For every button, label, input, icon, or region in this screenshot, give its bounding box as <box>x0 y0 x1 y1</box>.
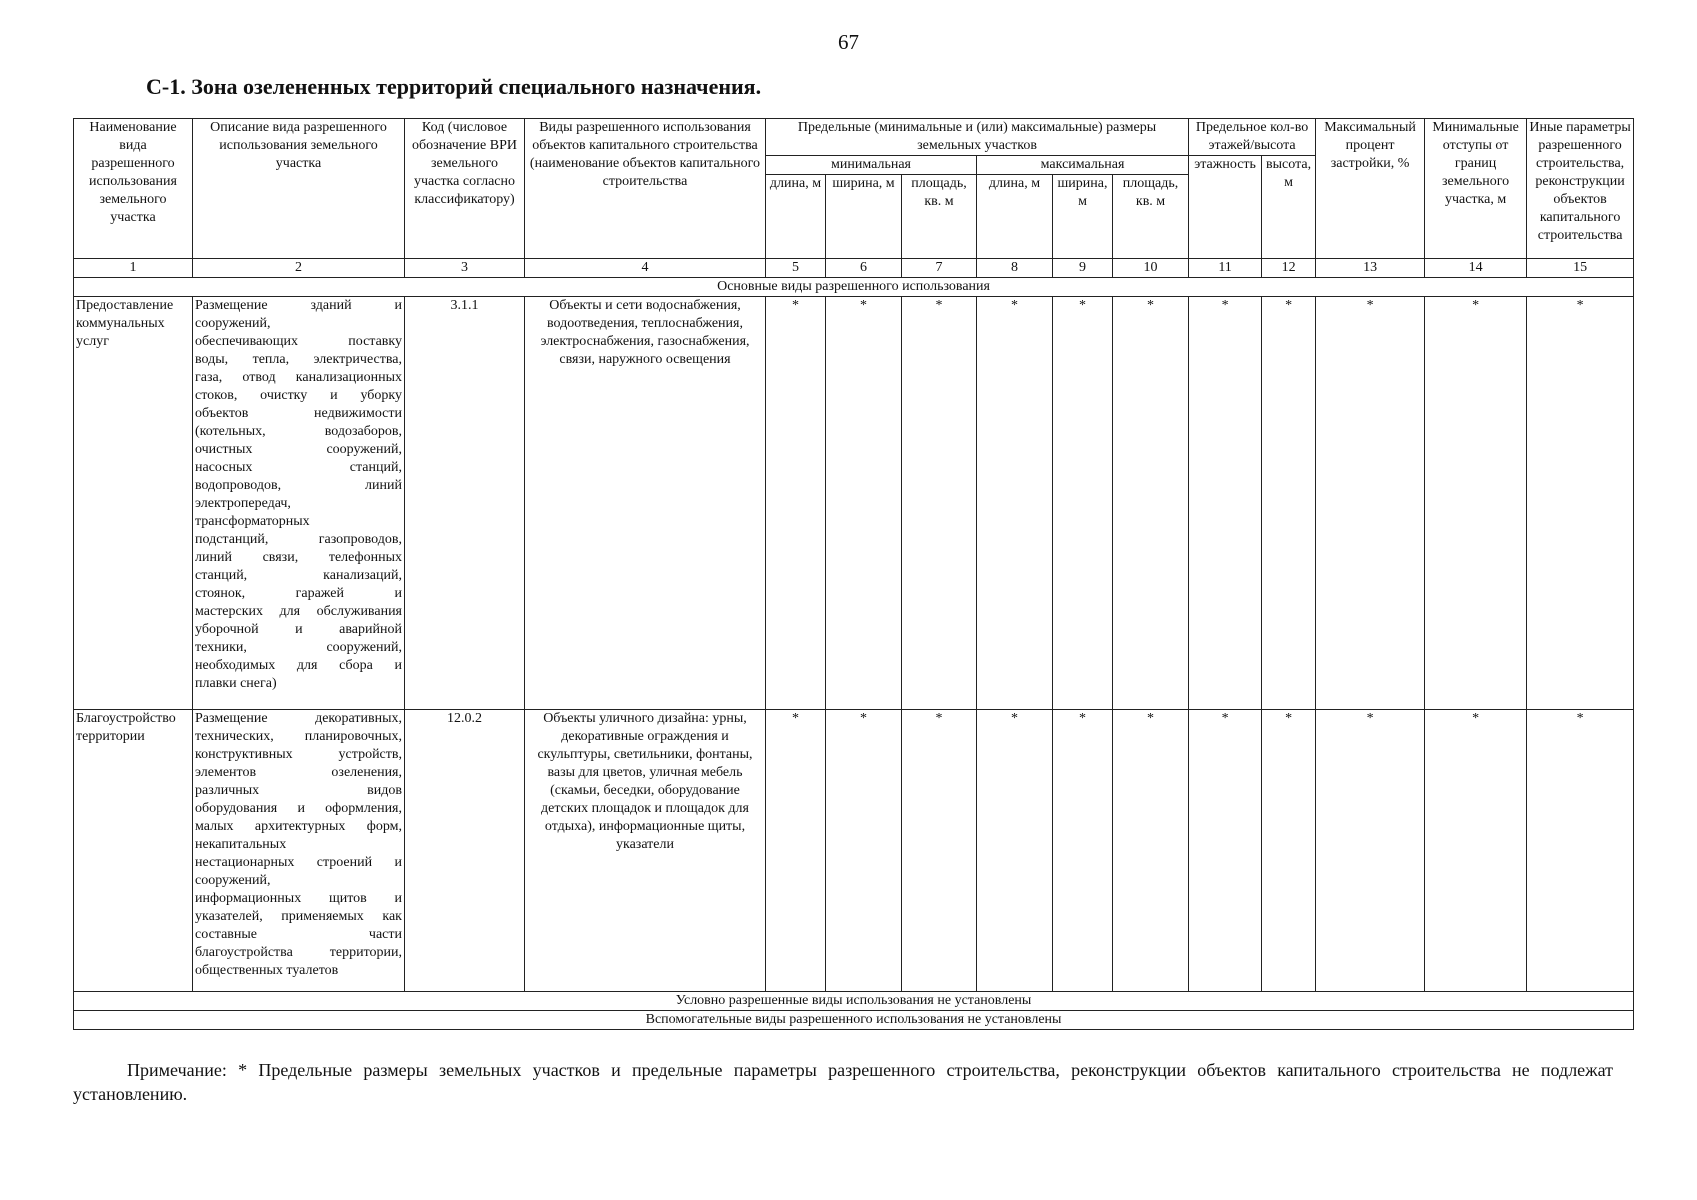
description-line: (котельных, водозаборов, <box>195 424 402 439</box>
param-cell: * <box>1113 710 1189 992</box>
description-line: водопроводов, линий <box>195 478 402 493</box>
table-row <box>74 710 1634 992</box>
column-number: 14 <box>1425 259 1527 278</box>
header-floors: этажность <box>1189 156 1262 259</box>
description-line: элементов озеленения, <box>195 765 402 780</box>
header-height: высота, м <box>1262 156 1316 259</box>
description-line: малых архитектурных форм, <box>195 819 402 834</box>
param-cell: * <box>1262 297 1316 710</box>
description-line: обеспечивающих поставку <box>195 334 402 349</box>
header-row-1 <box>74 119 1634 156</box>
param-cell: * <box>766 297 826 710</box>
description-line: мастерских для обслуживания <box>195 604 402 619</box>
param-cell: * <box>1527 710 1634 992</box>
description-line: оборудования и оформления, <box>195 801 402 816</box>
section-auxiliary-text: Вспомогательные виды разрешенного использования не установлены <box>74 1011 1634 1030</box>
header-length-min: длина, м <box>766 175 826 259</box>
use-code-cell: 12.0.2 <box>405 710 525 992</box>
use-name-cell: Благоустройство территории <box>74 710 193 992</box>
description-line: информационных щитов и <box>195 891 402 906</box>
description-line: Размещение зданий и <box>195 298 402 313</box>
description-line: насосных станций, <box>195 460 402 475</box>
section-main-heading: Основные виды разрешенного использования <box>74 278 1634 297</box>
header-width-min: ширина, м <box>826 175 902 259</box>
use-description-cell <box>193 710 405 992</box>
param-cell: * <box>1425 297 1527 710</box>
param-cell: * <box>1053 710 1113 992</box>
column-number: 10 <box>1113 259 1189 278</box>
header-area-min: площадь, кв. м <box>902 175 977 259</box>
column-number: 1 <box>74 259 193 278</box>
description-line: плавки снега) <box>195 676 277 691</box>
description-line: различных видов <box>195 783 402 798</box>
param-cell: * <box>977 710 1053 992</box>
description-line: трансформаторных <box>195 514 310 529</box>
param-cell: * <box>1316 710 1425 992</box>
description-line: технических, планировочных, <box>195 729 402 744</box>
header-maximum: максимальная <box>977 156 1189 175</box>
column-number: 11 <box>1189 259 1262 278</box>
section-auxiliary-row <box>74 1011 1634 1030</box>
header-plot-sizes: Предельные (минимальные и (или) максимальные) размеры земельных участков <box>766 119 1189 156</box>
header-capital-objects: Виды разрешенного использования объектов капитального строительства (наименование объектов капитального строительства <box>525 119 766 259</box>
column-number-row <box>74 259 1634 278</box>
param-cell: * <box>1053 297 1113 710</box>
header-minimum: минимальная <box>766 156 977 175</box>
column-number: 15 <box>1527 259 1634 278</box>
column-number: 12 <box>1262 259 1316 278</box>
section-main-row <box>74 278 1634 297</box>
column-number: 13 <box>1316 259 1425 278</box>
param-cell: * <box>826 297 902 710</box>
param-cell: * <box>1189 297 1262 710</box>
column-number: 5 <box>766 259 826 278</box>
description-line: стоянок, гаражей и <box>195 586 402 601</box>
use-code-cell: 3.1.1 <box>405 297 525 710</box>
capital-objects-cell: Объекты и сети водоснабжения, водоотведения, теплоснабжения, электроснабжения, газоснабжения, связи, наружного освещения <box>525 297 766 710</box>
header-area-max: площадь, кв. м <box>1113 175 1189 259</box>
description-line: составные части <box>195 927 402 942</box>
description-line: Размещение декоративных, <box>195 711 402 726</box>
header-width-max: ширина, м <box>1053 175 1113 259</box>
description-line: сооружений, <box>195 873 271 888</box>
description-line: техники, сооружений, <box>195 640 402 655</box>
header-use-description: Описание вида разрешенного использования земельного участка <box>193 119 405 259</box>
param-cell: * <box>1262 710 1316 992</box>
description-line: конструктивных устройств, <box>195 747 402 762</box>
param-cell: * <box>1527 297 1634 710</box>
header-min-setbacks: Минимальные отступы от границ земельного участка, м <box>1425 119 1527 259</box>
header-other-params: Иные параметры разрешенного строительства, реконструкции объектов капитального строительства <box>1527 119 1634 259</box>
description-line: необходимых для сбора и <box>195 658 402 673</box>
column-number: 8 <box>977 259 1053 278</box>
capital-objects-cell: Объекты уличного дизайна: урны, декоративные ограждения и скульптуры, светильники, фонтаны, вазы для цветов, уличная мебель (скамьи, беседки, оборудование детских площадок и площадок для отдыха), информационные щиты, указатели <box>525 710 766 992</box>
description-line: газа, отвод канализационных <box>195 370 402 385</box>
description-line: объектов недвижимости <box>195 406 402 421</box>
column-number: 4 <box>525 259 766 278</box>
use-description-cell <box>193 297 405 710</box>
page-title: С-1. Зона озелененных территорий специального назначения. <box>146 74 762 99</box>
description-line: стоков, очистку и уборку <box>195 388 402 403</box>
description-line: очистных сооружений, <box>195 442 402 457</box>
description-line: подстанций, газопроводов, <box>195 532 402 547</box>
column-number: 7 <box>902 259 977 278</box>
description-line: электропередач, <box>195 496 291 511</box>
use-name-cell: Предоставление коммунальных услуг <box>74 297 193 710</box>
table-row <box>74 297 1634 710</box>
param-cell: * <box>902 297 977 710</box>
column-number: 2 <box>193 259 405 278</box>
zone-regulations-table <box>73 118 1634 1030</box>
section-conditional-row <box>74 992 1634 1011</box>
param-cell: * <box>1425 710 1527 992</box>
param-cell: * <box>1113 297 1189 710</box>
description-line: общественных туалетов <box>195 963 339 978</box>
description-line: благоустройства территории, <box>195 945 402 960</box>
column-number: 6 <box>826 259 902 278</box>
description-line: воды, тепла, электричества, <box>195 352 402 367</box>
description-line: линий связи, телефонных <box>195 550 402 565</box>
section-conditional-text: Условно разрешенные виды использования не установлены <box>74 992 1634 1011</box>
param-cell: * <box>1189 710 1262 992</box>
description-line: некапитальных <box>195 837 287 852</box>
description-line: указателей, применяемых как <box>195 909 402 924</box>
header-max-coverage: Максимальный процент застройки, % <box>1316 119 1425 259</box>
header-use-code: Код (числовое обозначение ВРИ земельного участка согласно классификатору) <box>405 119 525 259</box>
param-cell: * <box>977 297 1053 710</box>
header-use-name: Наименование вида разрешенного использования земельного участка <box>74 119 193 259</box>
header-length-max: длина, м <box>977 175 1053 259</box>
description-line: уборочной и аварийной <box>195 622 402 637</box>
param-cell: * <box>1316 297 1425 710</box>
description-line: сооружений, <box>195 316 271 331</box>
column-number: 9 <box>1053 259 1113 278</box>
page-number: 67 <box>838 30 859 54</box>
footnote: Примечание: * Предельные размеры земельных участков и предельные параметры разрешенного строительства, реконструкции объектов капитального строительства не подлежат установлению. <box>73 1060 1613 1104</box>
param-cell: * <box>826 710 902 992</box>
column-number: 3 <box>405 259 525 278</box>
description-line: нестационарных строений и <box>195 855 402 870</box>
param-cell: * <box>766 710 826 992</box>
description-line: станций, канализаций, <box>195 568 402 583</box>
header-floors-height: Предельное кол-во этажей/высота <box>1189 119 1316 156</box>
param-cell: * <box>902 710 977 992</box>
